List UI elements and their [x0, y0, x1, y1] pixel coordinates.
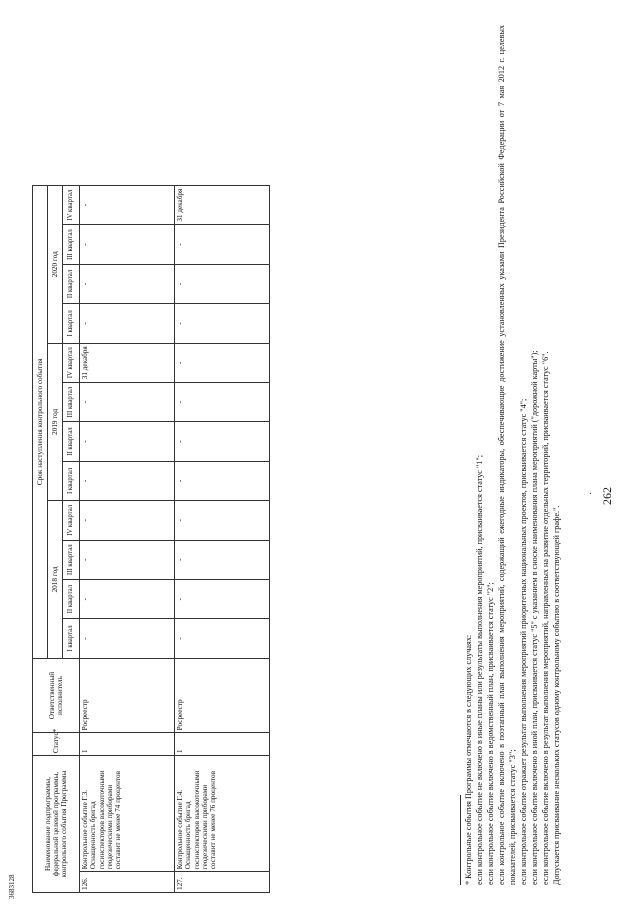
header-name: Наименование подпрограммы, федеральной целевой программы, контрольного события Программы [33, 756, 80, 893]
row-status: 1 [80, 733, 175, 756]
quarter-header: II квартал [63, 264, 80, 303]
blank-area [33, 8, 270, 185]
page-number: 262 [600, 487, 614, 505]
footnotes [460, 25, 562, 885]
date-cell: - [175, 225, 270, 264]
footnote-line: если контрольное событие включено в поэтапный план выполнения мероприятий, содержащий ежегодные индикаторы, обеспечивающие достижение установленных указами Президента Российской Федерации от 7 мая 2012 г. целевых показателей, присваивается статус "3"; [497, 25, 517, 885]
page-dot: · [586, 491, 597, 495]
header-year: 2019 год [48, 343, 63, 501]
date-cell: - [80, 225, 175, 264]
footnote-line: если контрольное событие включено в ведомственный план, присваивается статус "2"; [486, 582, 495, 885]
header-executor: Ответственный исполнитель [33, 658, 80, 733]
footnote-line: если контрольное событие включено в результат выполнения мероприятий, направленных на развитие отдельных территорий, присваивается статус "6". [541, 351, 550, 885]
header-row-1 [33, 8, 48, 893]
date-cell: - [175, 619, 270, 658]
header-year: 2020 год [48, 185, 63, 343]
date-cell: - [80, 501, 175, 540]
footnote-rule [460, 795, 461, 885]
quarter-header: I квартал [63, 619, 80, 658]
footnote-line: если контрольное событие включено в иной план, присваивается статус "5" с указанием в сноске наименования плана мероприятий ("дорожной карты"); [530, 350, 539, 885]
row-status: 1 [175, 733, 270, 756]
quarter-header: IV квартал [63, 501, 80, 540]
header-status: Статус* [33, 733, 80, 756]
quarter-header: IV квартал [63, 185, 80, 224]
date-cell: - [175, 540, 270, 579]
date-cell: - [80, 579, 175, 618]
footnote-intro: * Контрольные события Программы отмечаются в следующих случаях: [464, 634, 473, 885]
date-cell: - [80, 304, 175, 343]
date-cell: - [80, 382, 175, 421]
quarter-header: I квартал [63, 461, 80, 500]
date-cell: - [80, 461, 175, 500]
date-cell: - [175, 422, 270, 461]
date-cell: - [175, 501, 270, 540]
row-number: 127. [175, 872, 270, 893]
header-dates: Срок наступления контрольного события [33, 185, 48, 658]
quarter-header: III квартал [63, 540, 80, 579]
date-cell: - [80, 540, 175, 579]
row-executor: Росреестр [80, 658, 175, 733]
date-cell: 31 декабря [80, 343, 175, 382]
date-cell: - [80, 619, 175, 658]
date-cell: - [175, 343, 270, 382]
footnote-line: если контрольное событие отражает результат выполнения мероприятий приоритетных национальных проектов, присваивается статус "4"; [519, 398, 528, 885]
date-cell: - [80, 422, 175, 461]
date-cell: - [175, 461, 270, 500]
footnote-line: Допускается присваивание нескольких статусов одному контрольному событию в соответствующей графе.". [552, 505, 561, 885]
row-name: Контрольное событие Г.4. Оснащенность бригад госинспекторов высокоточными геодезическими приборами составит не менее 76 процентов [175, 756, 270, 872]
quarter-header: III квартал [63, 382, 80, 421]
row-executor: Росреестр [175, 658, 270, 733]
date-cell: - [80, 264, 175, 303]
quarter-header: I квартал [63, 304, 80, 343]
header-year: 2018 год [48, 501, 63, 659]
document-id: 3683128 [8, 874, 16, 899]
quarter-header: III квартал [63, 225, 80, 264]
row-number: 126. [80, 872, 175, 893]
date-cell: 31 декабря [175, 185, 270, 224]
quarter-header: II квартал [63, 422, 80, 461]
quarter-header: IV квартал [63, 343, 80, 382]
date-cell: - [175, 304, 270, 343]
date-cell: - [80, 185, 175, 224]
date-cell: - [175, 382, 270, 421]
control-events-table [32, 8, 270, 893]
date-cell: - [175, 579, 270, 618]
date-cell: - [175, 264, 270, 303]
footnote-line: если контрольное событие не включено в иные планы или результаты выполнения мероприятий, присваивается статус "1"; [475, 454, 484, 885]
row-name: Контрольное событие Г.3. Оснащенность бригад госинспекторов высокоточными геодезическими приборами составит не менее 74 процентов [80, 756, 175, 872]
quarter-header: II квартал [63, 579, 80, 618]
